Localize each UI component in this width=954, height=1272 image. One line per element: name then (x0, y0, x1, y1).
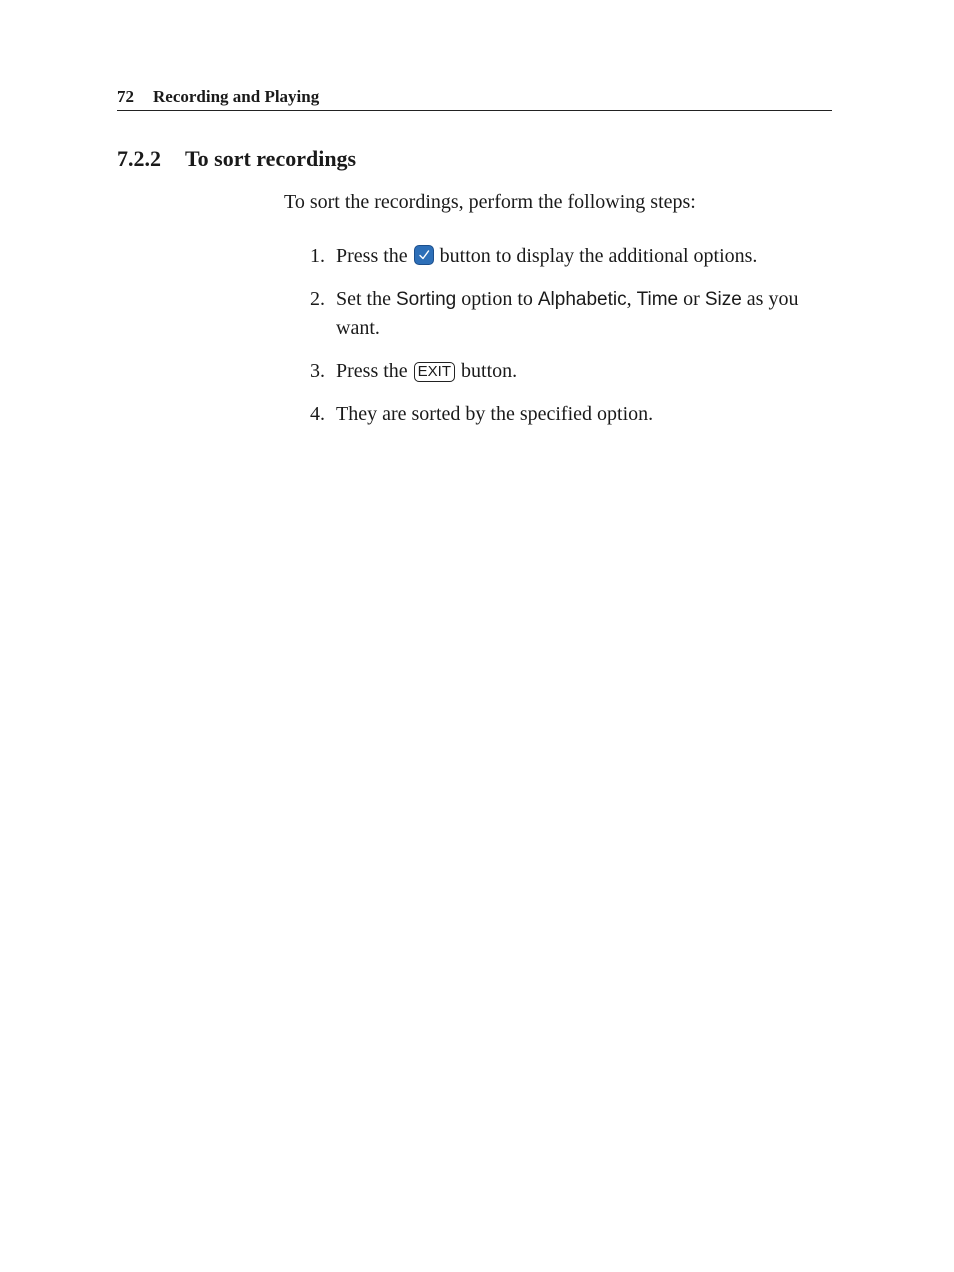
exit-key-icon: EXIT (414, 362, 455, 382)
step-text: Press the (336, 360, 408, 382)
step-text: Press the (336, 245, 408, 267)
step-number: 1. (310, 245, 325, 267)
step-4 (284, 400, 834, 428)
step-3 (284, 357, 834, 385)
intro-paragraph: To sort the recordings, perform the following steps: (284, 191, 696, 213)
running-head (117, 86, 832, 111)
option-alphabetic: Alphabetic (537, 289, 627, 310)
step-text: They are sorted by the specified option. (336, 403, 654, 425)
section-heading (117, 144, 356, 174)
step-number: 2. (310, 288, 325, 310)
step-2 (284, 285, 834, 342)
step-text: option to (461, 288, 533, 310)
separator: , (626, 288, 632, 310)
section-title: To sort recordings (185, 146, 357, 171)
step-text: button to display the additional options. (439, 245, 758, 267)
option-sorting: Sorting (396, 289, 457, 310)
chapter-title: Recording and Playing (153, 87, 320, 106)
option-size: Size (704, 289, 742, 310)
step-text: button. (461, 360, 518, 382)
step-text: or (683, 288, 700, 310)
section-number: 7.2.2 (117, 146, 161, 171)
step-1 (284, 242, 834, 270)
step-number: 3. (310, 360, 325, 382)
ok-check-icon (414, 245, 434, 265)
step-text: Set the (336, 288, 391, 310)
step-text: as you want. (336, 288, 799, 339)
page-number: 72 (117, 87, 134, 106)
step-number: 4. (310, 403, 325, 425)
option-time: Time (636, 289, 679, 310)
steps-list (284, 242, 834, 443)
